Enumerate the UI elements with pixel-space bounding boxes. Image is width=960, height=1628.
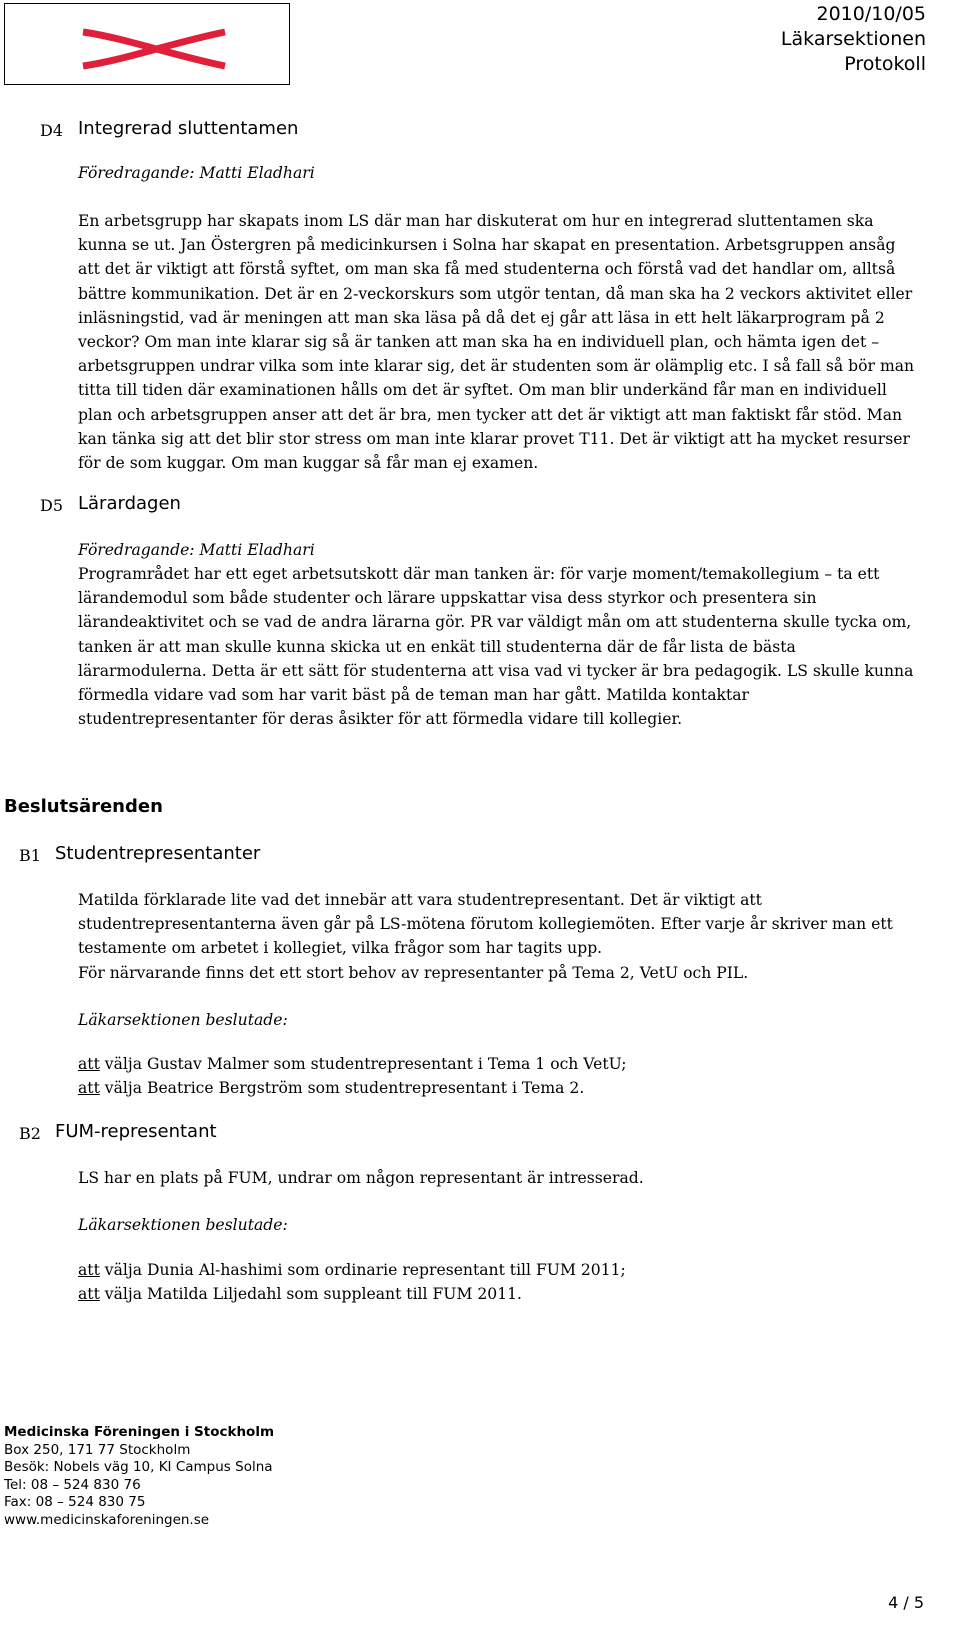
text-line: testamente om arbetet i kollegiet, vilka frågor som har tagits upp. [78, 939, 603, 958]
text-line: lärarmodulerna. Detta är ett sätt för studenterna att visa vad vi tycker är bra pedagogik. LS skulle kunna [78, 661, 914, 680]
footer-web: www.medicinskaforeningen.se [4, 1511, 210, 1528]
decisions-b1 [78, 1052, 928, 1100]
att-word: att [78, 1261, 100, 1279]
paragraph-d4 [78, 209, 928, 475]
decision-text: välja Beatrice Bergström som studentrepresentant i Tema 2. [99, 1079, 585, 1098]
section-title-b1: Studentrepresentanter [55, 843, 261, 864]
header-info [781, 2, 926, 77]
text-line: En arbetsgrupp har skapats inom LS där man har diskuterat om hur en integrerad sluttentamen ska [78, 212, 874, 230]
paragraph-b1 [78, 888, 928, 985]
header-organization: Läkarsektionen [780, 28, 926, 50]
section-number-d5: D5 [40, 496, 64, 515]
text-line: Matilda förklarade lite vad det innebär att vara studentrepresentant. Det är viktigt att [78, 891, 762, 909]
decision-text: välja Dunia Al-hashimi som ordinarie representant till FUM 2011; [99, 1261, 626, 1279]
section-title-d4: Integrerad sluttentamen [78, 118, 299, 139]
text-line: förmedla vidare vad som har varit bäst på de teman man har gått. Matilda kontaktar [78, 686, 749, 705]
text-line: LS har en plats på FUM, undrar om någon representant är intresserad. [78, 1169, 644, 1187]
paragraph-b2 [78, 1166, 928, 1190]
text-line: tanken är att man skulle kunna skicka ut en enkät till studenterna där de får lista de bästa [78, 637, 796, 656]
decision-item [78, 1076, 928, 1100]
section-title-b2: FUM-representant [55, 1121, 217, 1142]
decision-label-b2: Läkarsektionen beslutade: [78, 1216, 288, 1234]
text-line: plan och arbetsgruppen anser att det är bra, men tycker att det är viktigt att man faktiskt får stöd. Man [78, 405, 903, 424]
decision-item [78, 1282, 928, 1306]
text-line: kan tänka sig att det blir stor stress om man inte klarar provet T11. Det är viktigt att ha mycket resurser [78, 429, 910, 448]
section-title-d5: Lärardagen [78, 493, 181, 514]
att-word: att [78, 1285, 100, 1304]
att-word: att [78, 1079, 100, 1098]
decisions-b2 [78, 1258, 928, 1306]
decision-item [78, 1052, 928, 1076]
footer-fax: Fax: 08 – 524 830 75 [4, 1494, 146, 1511]
text-line: arbetsgruppen undrar vilka som inte klarar sig, det är studenten som är olämplig etc. I så fall så bör man [78, 357, 915, 376]
section-heading-beslut: Beslutsärenden [4, 796, 163, 817]
decision-text: välja Matilda Liljedahl som suppleant till FUM 2011. [99, 1285, 523, 1304]
logo [4, 3, 290, 85]
text-line: att det är viktigt att förstå syftet, om man ska få med studenterna och förstå vad det handlar om, alltså [78, 260, 896, 279]
footer-tel: Tel: 08 – 524 830 76 [4, 1476, 141, 1493]
text-line: lärandeaktivitet och se vad de andra lärarna gör. PR var väldigt mån om att studenterna skulle tycka om, [78, 613, 912, 632]
text-line: för de som kuggar. Om man kuggar så får man ej examen. [78, 454, 539, 473]
section-number-d4: D4 [40, 121, 64, 140]
text-line: bättre kommunikation. Det är en 2-veckorskurs som utgör tentan, då man ska ha 2 veckors aktivitet eller [78, 284, 913, 303]
decision-item [78, 1258, 928, 1282]
text-line: studentrepresentanterna även går på LS-mötena förutom kollegiemöten. Efter varje år skriver man ett [78, 915, 893, 934]
footer-visit: Besök: Nobels väg 10, KI Campus Solna [4, 1459, 273, 1476]
presenter-d4: Föredragande: Matti Eladhari [78, 164, 315, 182]
text-line: För närvarande finns det ett stort behov av representanter på Tema 2, VetU och PIL. [78, 963, 749, 982]
decision-label-b1: Läkarsektionen beslutade: [78, 1011, 288, 1029]
header-doc-type: Protokoll [844, 53, 926, 75]
footer [4, 1424, 274, 1530]
header-date: 2010/10/05 [816, 3, 926, 25]
red-cross-x-logo-icon [5, 4, 291, 86]
text-line: lärandemodul som både studenter och lärare uppskattar visa dess styrkor och presentera sin [78, 589, 817, 608]
section-number-b2: B2 [19, 1124, 41, 1143]
text-line: inläsningstid, vad är meningen att man ska läsa på då det ej går att läsa in ett helt läkarprogram på 2 [78, 308, 885, 327]
text-line: Programrådet har ett eget arbetsutskott där man tanken är: för varje moment/temakollegium – ta ett [78, 565, 880, 583]
paragraph-d5 [78, 562, 928, 731]
text-line: studentrepresentanter för deras åsikter för att förmedla vidare till kollegier. [78, 710, 683, 729]
text-line: kunna se ut. Jan Östergren på medicinkursen i Solna har skapat en presentation. Arbetsgruppen ansåg [78, 236, 896, 255]
page-number: 4 / 5 [888, 1593, 924, 1612]
text-line: titta till tiden där examinationen hålls om det är syftet. Om man blir underkänd får man en individuell [78, 381, 887, 400]
section-number-b1: B1 [19, 846, 41, 865]
footer-organization: Medicinska Föreningen i Stockholm [4, 1424, 275, 1440]
text-line: veckor? Om man inte klarar sig så är tanken att man ska ha en individuell plan, och hämta igen det – [78, 333, 880, 352]
att-word: att [78, 1055, 100, 1073]
decision-text: välja Gustav Malmer som studentrepresentant i Tema 1 och VetU; [99, 1055, 627, 1073]
presenter-d5: Föredragande: Matti Eladhari [78, 541, 315, 559]
footer-address: Box 250, 171 77 Stockholm [4, 1441, 191, 1458]
